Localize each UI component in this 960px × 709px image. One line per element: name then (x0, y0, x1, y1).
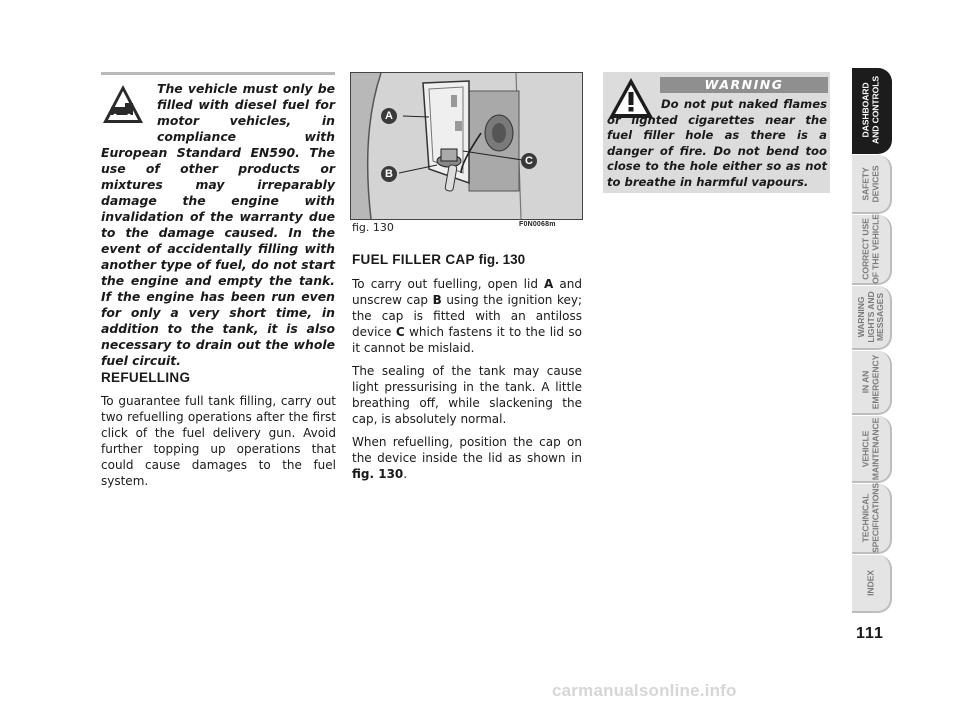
p1-text-g: which fastens it to the lid so it cannot be mislaid. (352, 325, 582, 355)
refuelling-heading: REFUELLING (101, 370, 191, 385)
page-number: 111 (856, 625, 884, 642)
refuelling-paragraph: To guarantee full tank filling, carry out two refuelling operations after the first click of the fuel delivery gun. Avoid further topping up operations that could cause damages to the fuel system. (101, 394, 336, 488)
tab-label: INDEX (865, 570, 876, 596)
fuel-cap-paragraph-1 (352, 276, 582, 356)
figure-label-c: C (521, 153, 537, 169)
figure-code: F0N0068m (519, 221, 556, 228)
warning-title: WARNING (660, 77, 828, 93)
tab-label: WARNING LIGHTS AND MESSAGES (855, 291, 885, 343)
tab-technical-specifications[interactable] (852, 484, 892, 554)
figure-label-a: A (381, 108, 397, 124)
p1-text-c: and unscrew cap (352, 277, 582, 307)
fuel-cap-heading (352, 252, 525, 267)
p1-device-ref: C (395, 325, 405, 339)
tab-index[interactable] (852, 555, 892, 613)
tab-label: VEHICLE MAINTENANCE (860, 417, 880, 480)
tab-dashboard-and-controls[interactable] (852, 68, 892, 154)
fuel-cap-paragraph-3 (352, 434, 582, 482)
fuel-cap-paragraph-2: The sealing of the tank may cause light pressurising in the tank. A little breathing off, while slackening the cap, is absolutely normal. (352, 364, 582, 426)
tab-in-an-emergency[interactable] (852, 351, 892, 415)
p1-text-a: To carry out fuelling, open lid (352, 277, 545, 291)
tab-label: SAFETY DEVICES (860, 164, 880, 203)
tab-label: DASHBOARD AND CONTROLS (860, 75, 880, 145)
tab-correct-use[interactable] (852, 215, 892, 285)
figure-label-b: B (381, 166, 397, 182)
fuel-cap-text-block (352, 276, 582, 489)
figure-caption: fig. 130 (352, 221, 394, 234)
tab-label: TECHNICAL SPECIFICATIONS (860, 482, 880, 554)
warning-box (603, 72, 830, 193)
p1-text-e: using the ignition key; the cap is fitted with an antiloss device (352, 293, 583, 339)
fuel-cap-heading-ref: fig. 130 (478, 252, 526, 267)
tab-label: CORRECT USE OF THE VEHICLE (860, 214, 880, 284)
p1-lid-ref: A (544, 277, 554, 291)
p1-cap-ref: B (432, 293, 442, 307)
p3-text-a: When refuelling, position the cap on the device inside the lid as shown in (352, 435, 582, 465)
fuel-cap-heading-text: FUEL FILLER CAP (352, 252, 475, 267)
fuel-cap-figure (350, 72, 583, 220)
warning-text-body: Do not put naked flames or lighted cigarettes near the fuel filler hole as there is a danger of fire. Do not bend too close to the hole either so as not to breathe in harmful vapours. (607, 97, 827, 189)
p3-fig-ref: fig. 130 (352, 467, 404, 481)
watermark: carmanualsonline.info (552, 681, 737, 700)
tab-warning-lights[interactable] (852, 286, 892, 350)
tab-label: IN AN EMERGENCY (860, 354, 880, 410)
note-text: The vehicle must only be filled with diesel fuel for motor vehicles, in compliance with European Standard EN590. The use of other products or mixtures may irreparably damage the engine with invalidation of the warranty due to the damage caused. In the event of accidentally filling with another type of fuel, do not start the engine and empty the tank. If the engine has been run even for only a very short time, in addition to the tank, it is also necessary to drain out the whole fuel circuit. (101, 81, 335, 368)
tab-vehicle-maintenance[interactable] (852, 416, 892, 483)
diesel-truck-icon (101, 83, 145, 127)
tab-safety-devices[interactable] (852, 155, 892, 214)
p3-text-c: . (403, 467, 408, 481)
diesel-fuel-note (101, 72, 335, 369)
warning-text (607, 97, 827, 190)
refuelling-text-block (101, 393, 336, 496)
